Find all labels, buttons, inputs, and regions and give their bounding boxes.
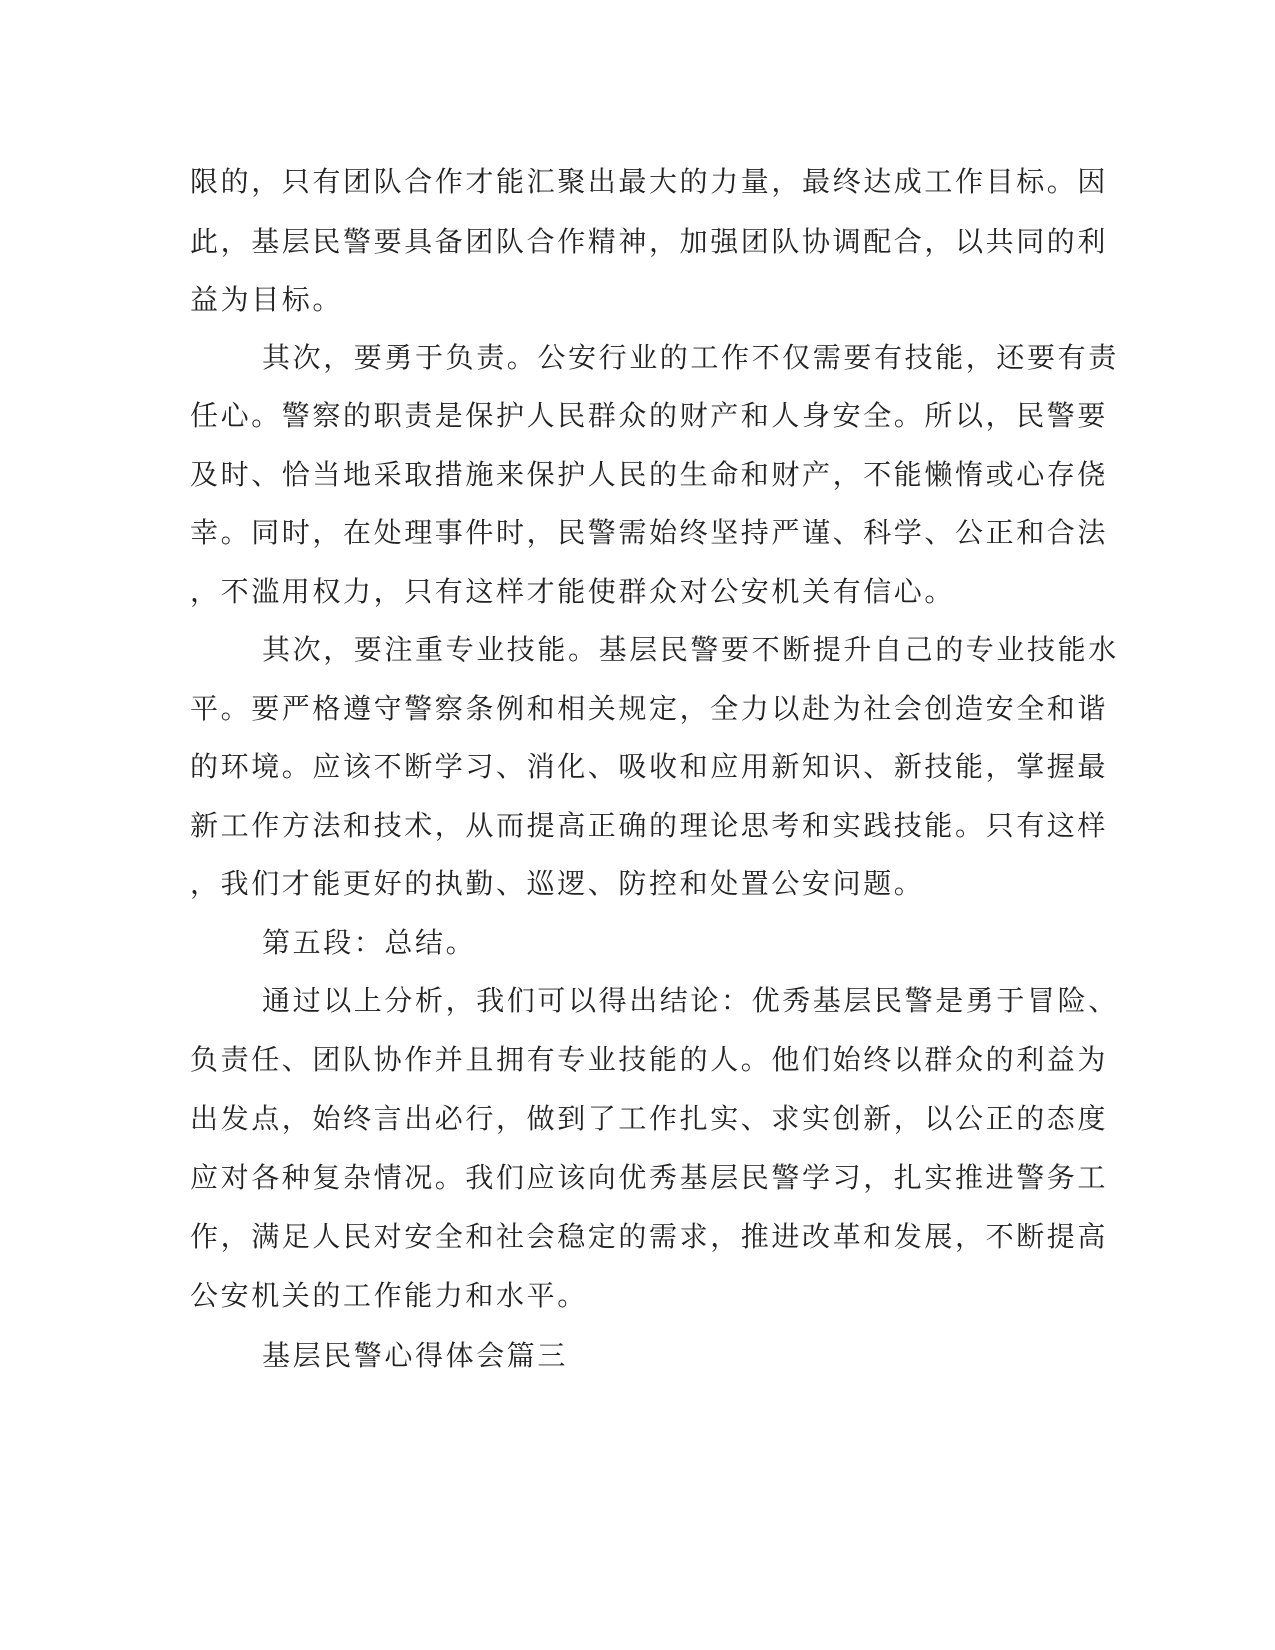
text-line: 其次，要注重专业技能。基层民警要不断提升自己的专业技能水 bbox=[262, 633, 1119, 666]
text-line: 新工作方法和技术，从而提高正确的理论思考和实践技能。只有这样 bbox=[190, 809, 1109, 842]
text-line: 作，满足人民对安全和社会稳定的需求，推进改革和发展，不断提高 bbox=[190, 1220, 1109, 1253]
text-line: 平。要严格遵守警察条例和相关规定，全力以赴为社会创造安全和谐 bbox=[190, 692, 1109, 725]
section-heading: 第五段：总结。 bbox=[262, 926, 477, 959]
text-line: 益为目标。 bbox=[190, 283, 344, 316]
text-line: 负责任、团队协作并且拥有专业技能的人。他们始终以群众的利益为 bbox=[190, 1043, 1109, 1076]
text-line: 任心。警察的职责是保护人民群众的财产和人身安全。所以，民警要 bbox=[190, 399, 1109, 432]
chapter-title: 基层民警心得体会篇三 bbox=[262, 1339, 569, 1372]
text-line: 应对各种复杂情况。我们应该向优秀基层民警学习，扎实推进警务工 bbox=[190, 1161, 1109, 1194]
text-line: 其次，要勇于负责。公安行业的工作不仅需要有技能，还要有责 bbox=[262, 341, 1119, 374]
text-line: ，不滥用权力，只有这样才能使群众对公安机关有信心。 bbox=[190, 575, 956, 608]
text-line: 的环境。应该不断学习、消化、吸收和应用新知识、新技能，掌握最 bbox=[190, 750, 1109, 783]
text-line: 出发点，始终言出必行，做到了工作扎实、求实创新，以公正的态度 bbox=[190, 1102, 1109, 1135]
text-line: 限的，只有团队合作才能汇聚出最大的力量，最终达成工作目标。因 bbox=[190, 165, 1109, 198]
text-line: 通过以上分析，我们可以得出结论：优秀基层民警是勇于冒险、 bbox=[262, 984, 1119, 1017]
text-line: 及时、恰当地采取措施来保护人民的生命和财产，不能懒惰或心存侥 bbox=[190, 458, 1109, 491]
text-line: 幸。同时，在处理事件时，民警需始终坚持严谨、科学、公正和合法 bbox=[190, 516, 1109, 549]
text-line: 公安机关的工作能力和水平。 bbox=[190, 1279, 588, 1312]
text-line: ，我们才能更好的执勤、巡逻、防控和处置公安问题。 bbox=[190, 867, 925, 900]
text-line: 此，基层民警要具备团队合作精神，加强团队协调配合，以共同的利 bbox=[190, 225, 1109, 258]
